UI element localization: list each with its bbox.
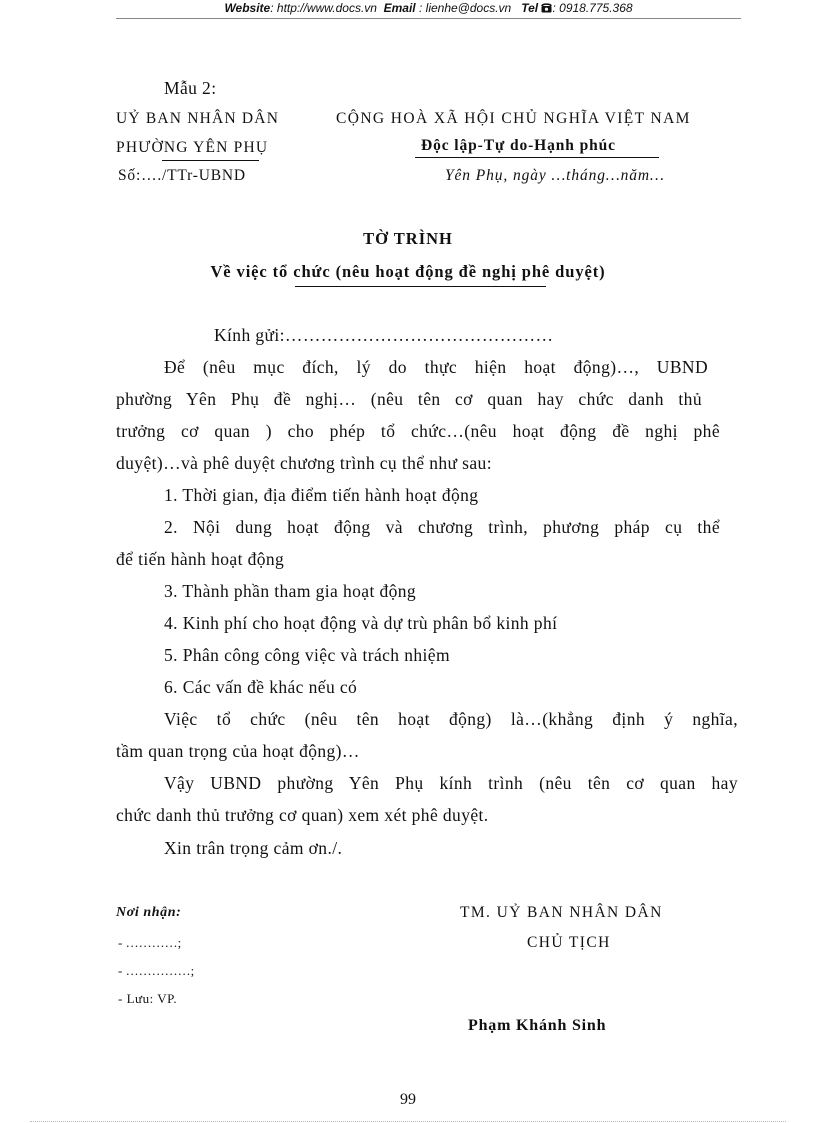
tel-label: Tel	[521, 1, 539, 15]
paragraph-1-line-1: Để (nêu mục đích, lý do thực hiện hoạt động)…, UBND	[164, 357, 708, 377]
list-item-5: 5. Phân công công việc và trách nhiệm	[164, 645, 450, 665]
national-motto: Độc lập-Tự do-Hạnh phúc	[421, 137, 616, 154]
form-label: Mẫu 2:	[164, 78, 217, 98]
document-subtitle: Về việc tổ chức (nêu hoạt động đề nghị phê duyệt)	[210, 262, 606, 281]
tel-value: : 0918.775.368	[552, 1, 633, 15]
signature-org: TM. UỶ BAN NHÂN DÂN	[460, 904, 663, 921]
paragraph-2-line-1: Việc tổ chức (nêu tên hoạt động) là…(khẳng định ý nghĩa,	[164, 709, 738, 729]
page-number: 99	[400, 1091, 416, 1108]
footer-divider	[30, 1121, 786, 1122]
list-item-1: 1. Thời gian, địa điểm tiến hành hoạt động	[164, 485, 479, 505]
recipient-2: - ……………;	[118, 963, 195, 978]
recipients-label: Nơi nhận:	[116, 905, 182, 920]
paragraph-2-line-2: tầm quan trọng của hoạt động)…	[116, 741, 360, 761]
signer-name: Phạm Khánh Sinh	[468, 1017, 607, 1034]
list-item-3: 3. Thành phần tham gia hoạt động	[164, 581, 417, 601]
ward-name: PHƯỜNG YÊN PHỤ	[116, 139, 269, 156]
website-value: : http://www.docs.vn	[270, 1, 377, 15]
recipient-1: - …………;	[118, 935, 182, 950]
agency-name: UỶ BAN NHÂN DÂN	[116, 110, 280, 127]
list-item-2-line-2: để tiến hành hoạt động	[116, 549, 285, 569]
paragraph-1-line-3: trưởng cơ quan ) cho phép tổ chức…(nêu hoạt động đề nghị phê	[116, 421, 720, 441]
website-label: Website	[224, 1, 271, 15]
document-title: TỜ TRÌNH	[363, 229, 453, 248]
signature-title: CHỦ TỊCH	[527, 934, 611, 951]
document-number: Số:…./TTr-UBND	[118, 167, 246, 184]
motto-underline	[415, 157, 659, 158]
recipient-archive: - Lưu: VP.	[118, 991, 178, 1006]
paragraph-3-line-1: Vậy UBND phường Yên Phụ kính trình (nêu tên cơ quan hay	[164, 773, 738, 793]
date-line: Yên Phụ, ngày …tháng…năm…	[445, 167, 665, 184]
country-name: CỘNG HOÀ XÃ HỘI CHỦ NGHĨA VIỆT NAM	[336, 110, 691, 127]
phone-icon	[541, 3, 552, 13]
list-item-4: 4. Kinh phí cho hoạt động và dự trù phân bổ kinh phí	[164, 613, 558, 633]
paragraph-3-line-2: chức danh thủ trưởng cơ quan) xem xét phê duyệt.	[116, 805, 489, 825]
list-item-2-line-1: 2. Nội dung hoạt động và chương trình, phương pháp cụ thể	[164, 517, 720, 537]
recipient-line: Kính gửi:………………………………………	[214, 325, 554, 345]
ward-underline	[162, 160, 259, 161]
subtitle-underline	[295, 286, 546, 287]
paragraph-1-line-2: phường Yên Phụ đề nghị… (nêu tên cơ quan hay chức danh thủ	[116, 389, 702, 409]
closing-line: Xin trân trọng cảm ơn./.	[164, 838, 343, 858]
list-item-6: 6. Các vấn đề khác nếu có	[164, 677, 358, 697]
email-value: : lienhe@docs.vn	[418, 1, 512, 15]
email-label: Email	[383, 1, 416, 15]
page-header	[116, 0, 741, 19]
paragraph-1-line-4: duyệt)…và phê duyệt chương trình cụ thể như sau:	[116, 453, 492, 473]
